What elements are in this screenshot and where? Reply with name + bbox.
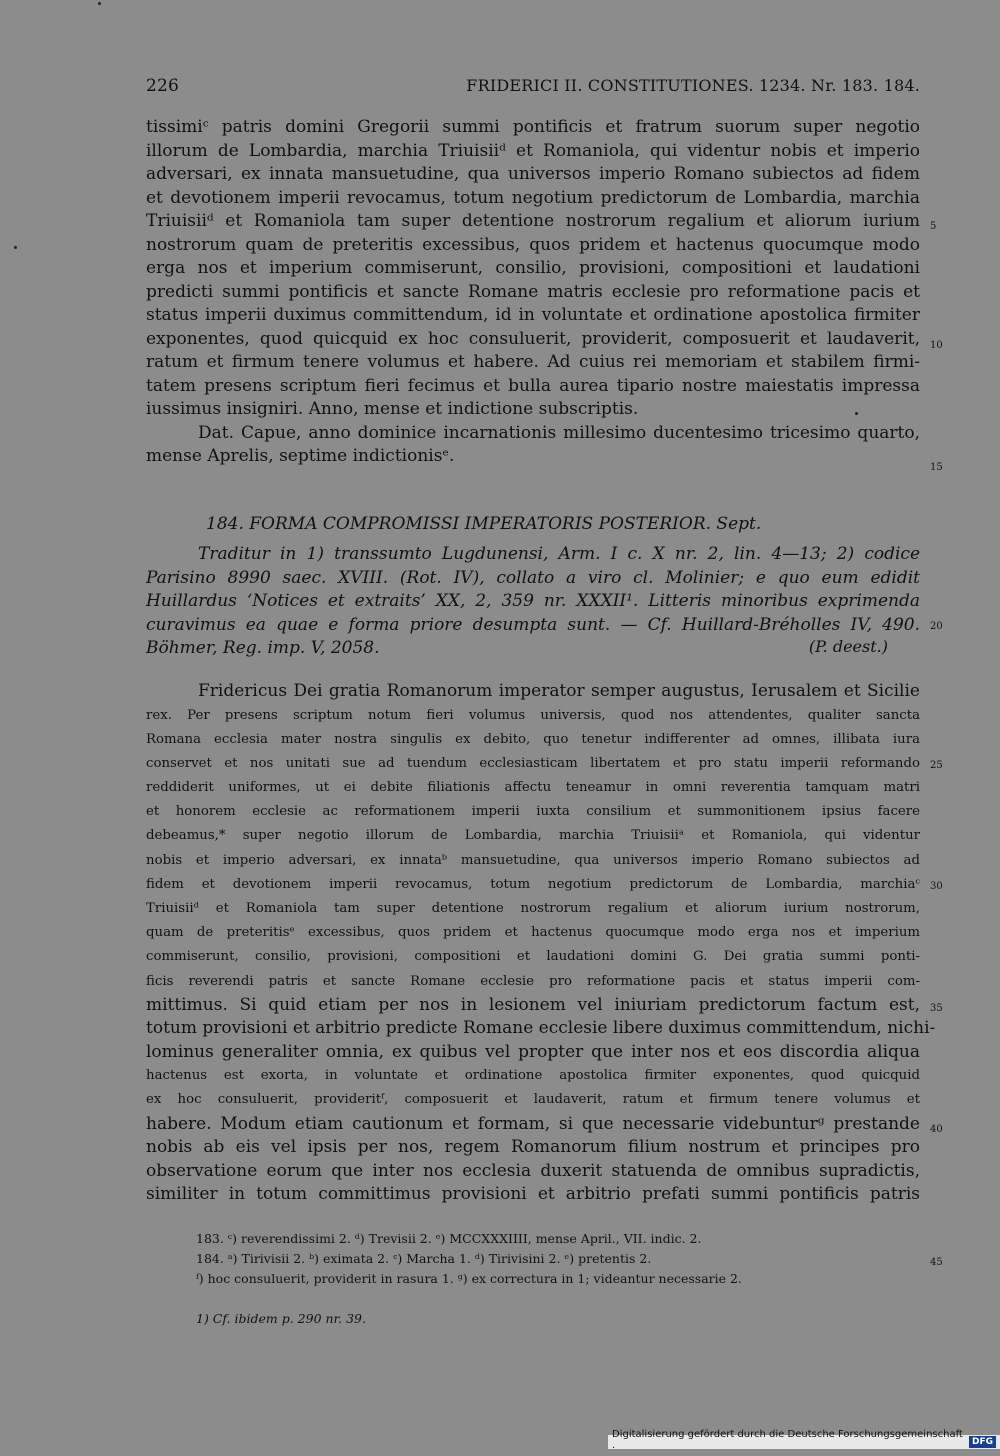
text-line: Triuisiiᵈ et Romaniola tam super detentione nostrorum regalium et aliorum iurium nostrorum, — [146, 901, 920, 916]
text-line: totum provisioni et arbitrio predicte Romane ecclesie libere duximus committendum, nichi- — [146, 1018, 936, 1039]
text-line: reddiderit uniformes, ut ei debite filiationis affectu teneamur in omni reverentia tamquam matri — [146, 780, 920, 796]
text-line: exponentes, quod quicquid ex hoc consuluerit, providerit, composuerit et laudaverit, — [146, 328, 920, 349]
text-line: nostrorum quam de preteritis excessibus, quos pridem et hactenus quocumque modo — [146, 234, 920, 255]
text-line: observatione eorum que inter nos ecclesia duxerit statuenda de omnibus supradictis, — [146, 1160, 920, 1181]
text-line: ratum et firmum tenere volumus et habere. Ad cuius rei memoriam et stabilem firmi- — [146, 352, 920, 372]
text-line: predicti summi pontificis et sancte Romane matris ecclesie pro reformatione pacis et — [146, 281, 920, 302]
text-line: mense Aprelis, septime indictionisᵉ. — [146, 446, 455, 466]
footnote-184-a: 184. ᵃ) Tirivisii 2. ᵇ) eximata 2. ᶜ) Marcha 1. ᵈ) Tirivisini 2. ᵉ) pretentis 2. — [196, 1251, 652, 1266]
text-line: illorum de Lombardia, marchia Triuisiiᵈ et Romaniola, qui videntur nobis et imperio — [146, 140, 920, 161]
text-line: conservet et nos unitati sue ad tuendum ecclesiasticam libertatem et pro statu imperii reformando — [146, 755, 920, 771]
line-number-25: 25 — [930, 760, 943, 771]
text-line: erga nos et imperium commiserunt, consilio, provisioni, compositioni et laudationi — [146, 258, 920, 278]
footnote-184-b: ᶠ) hoc consuluerit, providerit in rasura 1. ᵍ) ex correctura in 1; videantur necessarie 2. — [196, 1271, 742, 1286]
text-line: ficis reverendi patris et sancte Romane ecclesie pro reformatione pacis et status imperii com- — [146, 973, 920, 989]
document-184-heading: 184. FORMA COMPROMISSI IMPERATORIS POSTERIOR. Sept. — [206, 514, 762, 534]
line-number-10: 10 — [930, 340, 943, 351]
text-line: Triuisiiᵈ et Romaniola tam super detentione nostrorum regalium et aliorum iurium — [146, 211, 920, 231]
scan-speck — [98, 2, 101, 5]
text-line: tissimiᶜ patris domini Gregorii summi pontificis et fratrum suorum super negotio — [146, 117, 920, 137]
text-line: Böhmer, Reg. imp. V, 2058. — [146, 638, 380, 658]
text-line: status imperii duximus committendum, id in voluntate et ordinatione apostolica firmiter — [146, 305, 920, 325]
line-number-5: 5 — [930, 221, 937, 232]
text-line: Huillardus ‘Notices et extraits’ XX, 2, 359 nr. XXXII¹. Litteris minoribus exprimenda — [146, 591, 920, 611]
dfg-logo: DFG — [969, 1436, 996, 1448]
text-line: habere. Modum etiam cautionum et formam, si que necessarie videbunturᵍ prestande — [146, 1113, 920, 1134]
digitization-credit: Digitalisierung gefördert durch die Deutsche Forschungsgemeinschaft · — [612, 1429, 963, 1454]
scan-speck — [14, 246, 17, 249]
line-number-15: 15 — [930, 462, 943, 473]
text-line: similiter in totum committimus provisioni et arbitrio prefati summi pontificis patris — [146, 1184, 920, 1205]
digitization-credit-bar — [608, 1429, 1000, 1454]
text-line: Romana ecclesia mater nostra singulis ex debito, quo tenetur indifferenter ad omnes, illibata iura — [146, 731, 920, 747]
text-line: adversari, ex innata mansuetudine, qua universos imperio Romano subiectos ad fidem — [146, 164, 920, 184]
text-line: et devotionem imperii revocamus, totum negotium predictorum de Lombardia, marchia — [146, 187, 920, 208]
footnotes — [196, 1229, 920, 1289]
page-number: 226 — [146, 76, 180, 96]
footnote-1-text: 1) Cf. ibidem p. 290 nr. 39. — [196, 1311, 366, 1326]
intro-remark: (P. deest.) — [808, 637, 888, 656]
text-line: quam de preteritisᵉ excessibus, quos pridem et hactenus quocumque modo erga nos et imperium — [146, 925, 920, 941]
document-184-body — [146, 680, 936, 1207]
document-184-heading-block — [146, 513, 920, 537]
text-line: debeamus,* super negotio illorum de Lombardia, marchia Triuisiiᵃ et Romaniola, qui videntur — [146, 828, 920, 844]
running-title: FRIDERICI II. CONSTITUTIONES. 1234. Nr. 183. 184. — [466, 76, 920, 95]
text-line: et honorem ecclesie ac reformationem imperii iuxta consilium et summonitionem ipsius facere — [146, 804, 920, 820]
text-line: nobis ab eis vel ipsis per nos, regem Romanorum filium nostrum et principes pro — [146, 1137, 920, 1158]
text-line: commiserunt, consilio, provisioni, compositioni et laudationi domini G. Dei gratia summi ponti- — [146, 949, 920, 965]
document-183-text — [146, 116, 920, 469]
running-header — [146, 76, 920, 96]
text-line: hactenus est exorta, in voluntate et ordinatione apostolica firmiter exponentes, quod quicquid — [146, 1068, 920, 1084]
footnote-1 — [196, 1309, 920, 1329]
line-number-20: 20 — [930, 621, 943, 632]
text-line: Dat. Capue, anno dominice incarnationis millesimo ducentesimo tricesimo quarto, — [198, 422, 920, 443]
text-line: Fridericus Dei gratia Romanorum imperator semper augustus, Ierusalem et Sicilie — [198, 681, 920, 701]
text-line: lominus generaliter omnia, ex quibus vel propter que inter nos et eos discordia aliqua — [146, 1041, 920, 1062]
text-line: Parisino 8990 saec. XVIII. (Rot. IV), collato a viro cl. Molinier; e quo eum edidit — [146, 567, 920, 588]
text-line: ex hoc consuluerit, provideritᶠ, composuerit et laudaverit, ratum et firmum tenere volumus et — [146, 1092, 920, 1108]
text-line: fidem et devotionem imperii revocamus, totum negotium predictorum de Lombardia, marchiaᶜ — [146, 876, 920, 892]
text-line: Traditur in 1) transsumto Lugdunensi, Arm. I c. X nr. 2, lin. 4—13; 2) codice — [198, 544, 920, 564]
line-number-30: 30 — [930, 881, 943, 892]
text-line: nobis et imperio adversari, ex innataᵇ mansuetudine, qua universos imperio Romano subiectos ad — [146, 852, 920, 868]
line-number-40: 40 — [930, 1124, 943, 1135]
text-line: curavimus ea quae e forma priore desumpta sunt. — Cf. Huillard-Bréholles IV, 490. — [146, 614, 920, 635]
text-line: mittimus. Si quid etiam per nos in lesionem vel iniuriam predictorum factum est, — [146, 994, 920, 1015]
footnote-183: 183. ᶜ) reverendissimi 2. ᵈ) Trevisii 2. ᵉ) MCCXXXIIII, mense April., VII. indic. 2. — [196, 1231, 702, 1246]
text-line: rex. Per presens scriptum notum fieri volumus universis, quod nos attendentes, qualiter sancta — [146, 707, 920, 723]
line-number-35: 35 — [930, 1003, 943, 1014]
text-line: tatem presens scriptum fieri fecimus et bulla aurea tipario nostre maiestatis impressa — [146, 375, 920, 396]
text-line: iussimus insigniri. Anno, mense et indictione subscriptis. — [146, 399, 639, 419]
document-184-intro — [146, 543, 920, 661]
line-number-45: 45 — [930, 1257, 943, 1268]
scan-speck — [855, 412, 858, 415]
